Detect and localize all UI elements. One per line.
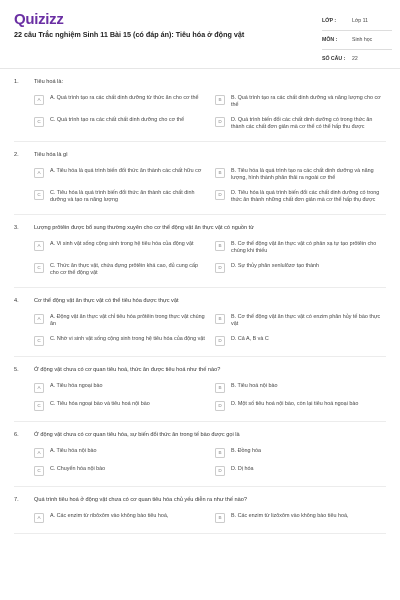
answer-options: [14, 513, 386, 523]
answer-option[interactable]: [215, 336, 386, 346]
option-text: A. Tiêu hóa nội bào: [50, 448, 97, 454]
worksheet-meta: [322, 12, 392, 68]
question-item: [14, 142, 386, 215]
option-letter-box: D: [215, 401, 225, 411]
option-letter-box: C: [34, 401, 44, 411]
option-text: C. Chuyển hóa nội bào: [50, 466, 106, 472]
answer-option[interactable]: [215, 401, 386, 411]
question-header: [14, 79, 386, 86]
answer-option[interactable]: [34, 190, 205, 204]
answer-option[interactable]: [215, 241, 386, 255]
option-letter-box: B: [215, 383, 225, 393]
option-text: C. Tiêu hóa là quá trình biến đổi thức ăn thành các chất dinh dưỡng và tạo ra năng lượng: [50, 190, 195, 203]
option-text: D. Một số tiêu hoá nội bào, còn lại tiêu hoá ngoại bào: [231, 401, 359, 407]
option-text: A. Tiêu hóa là quá trình biến đổi thức ăn thành các chất hữu cơ: [50, 168, 202, 174]
answer-options: [14, 95, 386, 131]
option-letter-box: A: [34, 314, 44, 324]
option-text: D. Tiêu hóa là quá trình biến đổi các chất dinh dưỡng có trong thức ăn thành những chất đơn giản mà cơ thể hấp thụ được: [231, 190, 380, 203]
question-text: Cơ thể động vật ăn thực vật có thể tiêu hóa được thực vật: [34, 298, 179, 304]
answer-option[interactable]: [215, 95, 386, 109]
option-letter-box: D: [215, 336, 225, 346]
option-text: D. Cả A, B và C: [231, 336, 269, 342]
option-letter-box: A: [34, 168, 44, 178]
meta-value: 22: [352, 56, 358, 62]
answer-option[interactable]: [215, 263, 386, 277]
option-letter-box: B: [215, 241, 225, 251]
meta-value: Sinh học: [352, 37, 373, 43]
option-text: C. Thức ăn thực vật, chứa đựng prôtêin khá cao, đủ cung cấp cho cơ thể động vật: [50, 263, 198, 276]
question-number: 7.: [14, 497, 19, 503]
answer-option[interactable]: [215, 314, 386, 328]
option-letter-box: A: [34, 448, 44, 458]
option-text: C. Nhờ vi sinh vật sống cộng sinh trong hệ tiêu hóa của động vật: [50, 336, 205, 342]
question-text: Lượng prôtêin được bổ sung thường xuyên cho cơ thể động vật ăn thực vật có nguồn từ: [34, 225, 254, 231]
option-text: A. Tiêu hóa ngoại bào: [50, 383, 103, 389]
answer-option[interactable]: [34, 466, 205, 476]
answer-option[interactable]: [34, 401, 205, 411]
option-text: B. Quá trình tạo ra các chất dinh dưỡng và năng lượng cho cơ thể: [231, 95, 381, 108]
question-header: [14, 152, 386, 159]
answer-option[interactable]: [215, 168, 386, 182]
answer-options: [14, 448, 386, 476]
answer-option[interactable]: [34, 314, 205, 328]
question-number: 2.: [14, 152, 19, 158]
option-letter-box: D: [215, 466, 225, 476]
option-letter-box: B: [215, 314, 225, 324]
option-letter-box: C: [34, 190, 44, 200]
question-text: Ở động vật chưa có cơ quan tiêu hóa, sự biến đổi thức ăn trong tế bào được gọi là: [34, 432, 240, 438]
question-list: [0, 69, 400, 534]
option-letter-box: B: [215, 448, 225, 458]
meta-row-count: [322, 50, 392, 68]
answer-option[interactable]: [215, 383, 386, 393]
option-letter-box: A: [34, 513, 44, 523]
answer-options: [14, 383, 386, 411]
option-letter-box: C: [34, 263, 44, 273]
answer-option[interactable]: [215, 448, 386, 458]
answer-option[interactable]: [34, 168, 205, 182]
option-text: B. Cơ thể động vật ăn thực vật có enzim phân hủy tế bào thực vật: [231, 314, 381, 327]
option-text: B. Tiêu hoá nội bào: [231, 383, 278, 389]
option-text: D. Quá trình biến đổi các chất dinh dưỡng có trong thức ăn thành các chất đơn giản mà cơ thể có thể hấp thu được: [231, 117, 373, 130]
meta-label: SỐ CÂU :: [322, 56, 346, 62]
option-text: B. Các enzim từ lizôxôm vào không bào tiêu hoá,: [231, 513, 349, 519]
option-text: A. Các enzim từ ribôxôm vào không bào tiêu hoá,: [50, 513, 169, 519]
option-letter-box: A: [34, 383, 44, 393]
option-letter-box: D: [215, 263, 225, 273]
option-text: A. Động vật ăn thực vật chỉ tiêu hóa prôtêin trong thực vật chúng ăn: [50, 314, 205, 327]
option-letter-box: B: [215, 513, 225, 523]
answer-option[interactable]: [34, 336, 205, 346]
answer-option[interactable]: [215, 513, 386, 523]
question-item: [14, 288, 386, 357]
question-header: [14, 367, 386, 374]
option-text: A. Quá trình tạo ra các chất dinh dưỡng từ thức ăn cho cơ thể: [50, 95, 199, 101]
meta-label: LỚP :: [322, 18, 337, 24]
question-header: [14, 497, 386, 504]
question-text: Quá trình tiêu hoá ở động vật chưa có cơ quan tiêu hóa chủ yếu diễn ra như thế nào?: [34, 497, 247, 503]
answer-option[interactable]: [215, 466, 386, 476]
question-number: 3.: [14, 225, 19, 231]
answer-option[interactable]: [34, 263, 205, 277]
option-text: B. Cơ thể động vật ăn thực vật có phản xạ tự tạo prôtêin cho chúng khi thiếu: [231, 241, 377, 254]
question-text: Tiêu hoá là:: [34, 79, 64, 85]
question-item: [14, 357, 386, 422]
option-letter-box: A: [34, 95, 44, 105]
question-item: [14, 422, 386, 487]
option-text: D. Dị hóa: [231, 466, 254, 472]
option-text: C. Tiêu hóa ngoại bào và tiêu hoá nội bào: [50, 401, 150, 407]
answer-option[interactable]: [215, 190, 386, 204]
option-letter-box: B: [215, 168, 225, 178]
answer-option[interactable]: [34, 241, 205, 255]
question-number: 1.: [14, 79, 19, 85]
question-header: [14, 225, 386, 232]
question-number: 6.: [14, 432, 19, 438]
option-letter-box: C: [34, 336, 44, 346]
question-item: [14, 69, 386, 142]
question-item: [14, 215, 386, 288]
answer-option[interactable]: [34, 383, 205, 393]
option-letter-box: D: [215, 117, 225, 127]
option-letter-box: D: [215, 190, 225, 200]
answer-options: [14, 168, 386, 204]
option-text: B. Đồng hóa: [231, 448, 261, 454]
answer-options: [14, 314, 386, 346]
question-number: 4.: [14, 298, 19, 304]
answer-options: [14, 241, 386, 277]
answer-option[interactable]: [215, 117, 386, 131]
option-text: B. Tiêu hóa là quá trình tạo ra các chất dinh dưỡng và năng lượng, hình thành phân thải ra ngoài cơ thể: [231, 168, 374, 181]
question-text: Tiêu hóa là gì: [34, 152, 68, 158]
option-letter-box: C: [34, 117, 44, 127]
option-letter-box: C: [34, 466, 44, 476]
option-text: A. Vi sinh vật sống cộng sinh trong hệ tiêu hóa của động vật: [50, 241, 194, 247]
question-number: 5.: [14, 367, 19, 373]
question-text: Ở động vật chưa có cơ quan tiêu hoá, thức ăn được tiêu hoá như thế nào?: [34, 367, 221, 373]
answer-option[interactable]: [34, 448, 205, 458]
answer-option[interactable]: [34, 117, 205, 131]
option-letter-box: A: [34, 241, 44, 251]
question-header: [14, 298, 386, 305]
answer-option[interactable]: [34, 513, 205, 523]
worksheet-title: 22 câu Trắc nghiệm Sinh 11 Bài 15 (có đáp án): Tiêu hóa ở động vật: [14, 30, 245, 39]
meta-value: Lớp 11: [352, 18, 368, 24]
question-item: [14, 487, 386, 534]
answer-option[interactable]: [34, 95, 205, 109]
meta-row-class: [322, 12, 392, 31]
worksheet-header: [0, 0, 400, 69]
option-text: C. Quá trình tạo ra các chất chất dinh dưỡng cho cơ thể: [50, 117, 185, 123]
meta-row-subject: [322, 31, 392, 50]
question-header: [14, 432, 386, 439]
meta-label: MÔN :: [322, 37, 338, 43]
option-letter-box: B: [215, 95, 225, 105]
quizizz-logo: Quizizz: [14, 11, 64, 28]
option-text: D. Sự thủy phân xenlulôzơ tạo thành: [231, 263, 320, 269]
